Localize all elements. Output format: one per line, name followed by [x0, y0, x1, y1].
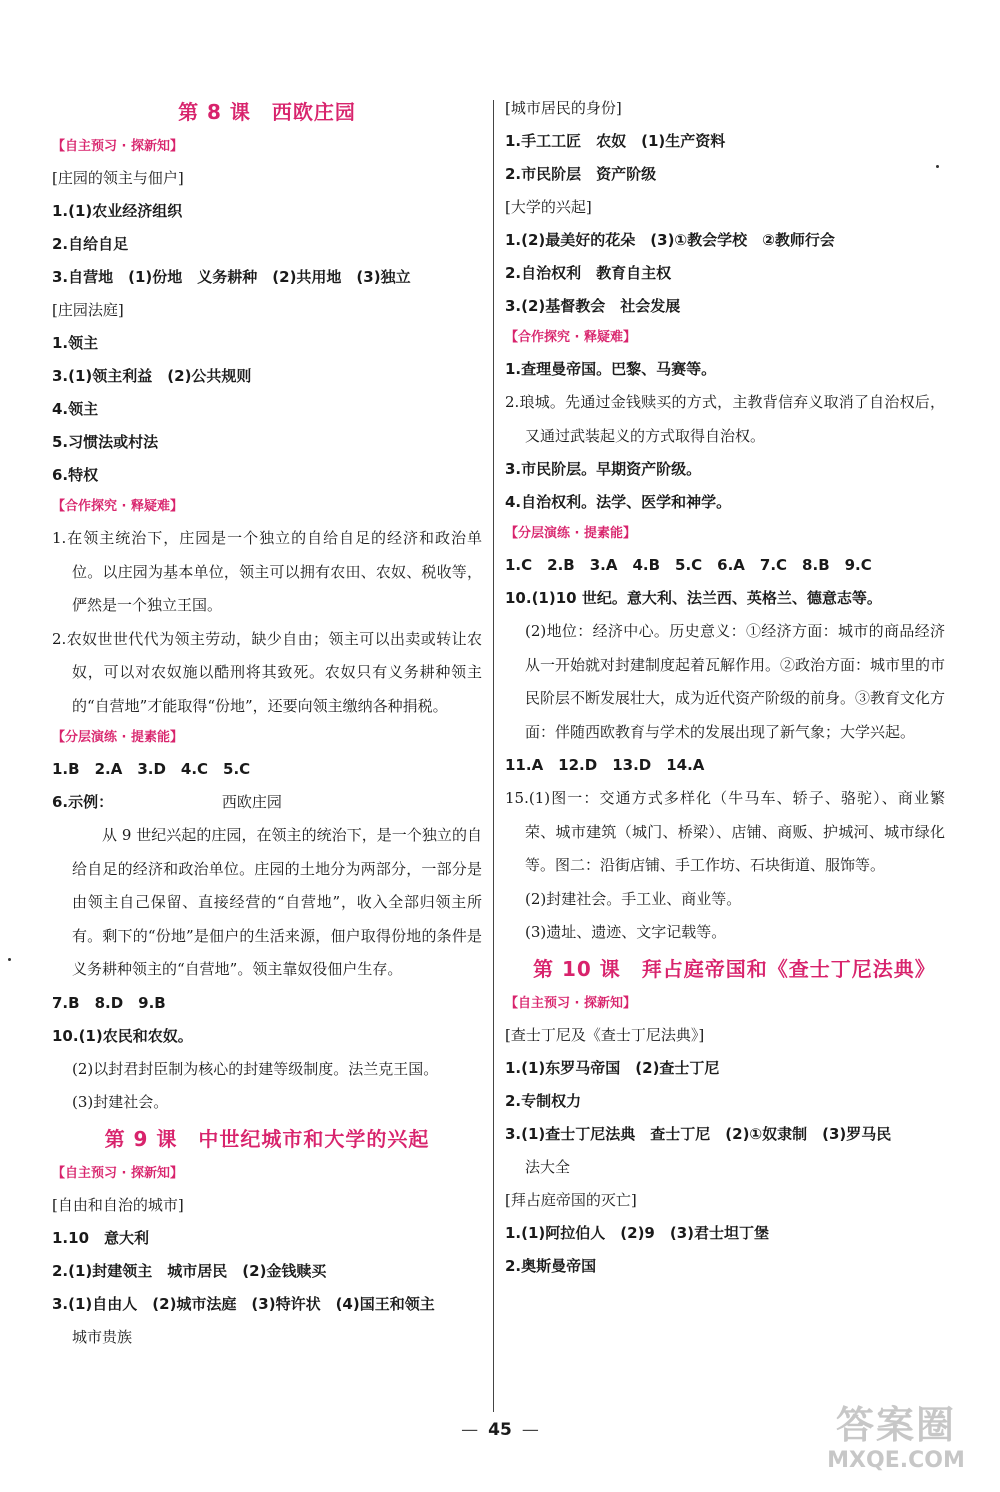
answer-line: (3)封建社会。	[72, 1092, 169, 1111]
mc-answers: 1.C 2.B 3.A 4.B 5.C 6.A 7.C 8.B 9.C	[505, 556, 872, 574]
answer-paragraph: 2.琅城。先通过金钱赎买的方式，主教背信弃义取消了自治权后，又通过武装起义的方式取得自治权。	[505, 393, 945, 445]
answer-line: 1.(1)阿拉伯人 (2)9 (3)君士坦丁堡	[505, 1223, 770, 1242]
answer-line: 4.领主	[52, 400, 99, 418]
section-tag-layer: 【分层演练 · 提素能】	[505, 526, 636, 541]
answer-line: 3.(2)基督教会 社会发展	[505, 297, 681, 315]
watermark-text: 答案圈	[835, 1403, 956, 1447]
section-tag-preview: 【自主预习 · 探新知】	[52, 139, 183, 154]
section-tag-layer: 【分层演练 · 提素能】	[52, 730, 183, 745]
section-tag-coop: 【合作探究 · 释疑难】	[52, 499, 183, 514]
answer-line: 6.特权	[52, 466, 99, 484]
answer-line: 3.市民阶层。早期资产阶级。	[505, 460, 702, 478]
answer-paragraph: 1.在领主统治下，庄园是一个独立的自给自足的经济和政治单位。以庄园为基本单位，领主可以拥有农田、农奴、税收等，俨然是一个独立王国。	[52, 529, 482, 614]
watermark-logo	[806, 1402, 986, 1486]
answer-line: 3.(1)查士丁尼法典 查士丁尼 (2)①奴隶制 (3)罗马民	[505, 1124, 892, 1143]
page-number-value: 45	[488, 1420, 512, 1440]
answer-line: 2.奥斯曼帝国	[505, 1256, 597, 1275]
answer-line: 1.查理曼帝国。巴黎、马赛等。	[505, 360, 717, 378]
answer-line: 10.(1)10 世纪。意大利、法兰西、英格兰、德意志等。	[505, 589, 882, 607]
section-tag-coop: 【合作探究 · 释疑难】	[505, 330, 636, 345]
answer-paragraph: 2.农奴世世代代为领主劳动，缺少自由；领主可以出卖或转让农奴，可以对农奴施以酷刑将其致死。农奴只有义务耕种领主的“自营地”才能取得“份地”，还要向领主缴纳各种捐税。	[52, 629, 482, 715]
dash-left: —	[461, 1420, 479, 1440]
q6-essay-body: 从 9 世纪兴起的庄园，在领主的统治下，是一个独立的自给自足的经济和政治单位。庄园的土地分为两部分，一部分是由领主自己保留、直接经营的“自营地”，收入全部归领主所有。剩下的“份地”是佃户的生活来源，佃户取得份地的条件是义务耕种领主的“自营地”。领主靠奴役佃户生存。	[72, 826, 482, 978]
lesson9-title: 第 9 课 中世纪城市和大学的兴起	[104, 1126, 430, 1151]
subsection-head: [庄园的领主与佃户]	[52, 169, 184, 187]
section-tag-preview: 【自主预习 · 探新知】	[52, 1165, 183, 1181]
right-column	[505, 92, 945, 1283]
answer-line: 1.10 意大利	[52, 1228, 150, 1247]
answer-line: 2.市民阶层 资产阶级	[505, 165, 657, 183]
answer-line: 1.(1)东罗马帝国 (2)查士丁尼	[505, 1058, 720, 1077]
q6-row	[52, 786, 482, 819]
answer-line: 2.自给自足	[52, 235, 129, 253]
answer-line: 2.自治权利 教育自主权	[505, 264, 672, 282]
left-column	[52, 92, 482, 1354]
answer-line: 3.(1)领主利益 (2)公共规则	[52, 367, 252, 385]
mc-answers: 7.B 8.D 9.B	[52, 993, 166, 1012]
speck	[8, 958, 11, 961]
answer-line: 1.(2)最美好的花朵 (3)①教会学校 ②教师行会	[505, 231, 835, 249]
dash-right: —	[521, 1420, 539, 1440]
answer-line: 1.领主	[52, 334, 99, 352]
answer-paragraph: (2)地位：经济中心。历史意义：①经济方面：城市的商品经济从一开始就对封建制度起着瓦解作用。②政治方面：城市里的市民阶层不断发展壮大，成为近代资产阶级的前身。③教育文化方面：伴随西欧教育与学术的发展出现了新气象；大学兴起。	[525, 622, 946, 741]
subsection-head: [城市居民的身份]	[505, 99, 622, 117]
mc-answers: 11.A 12.D 13.D 14.A	[505, 756, 705, 774]
lesson10-title: 第 10 课 拜占庭帝国和《查士丁尼法典》	[533, 956, 936, 981]
section-tag-preview: 【自主预习 · 探新知】	[505, 995, 636, 1011]
answer-line: 1.手工工匠 农奴 (1)生产资料	[505, 132, 726, 150]
answer-line: 2.(1)封建领主 城市居民 (2)金钱赎买	[52, 1261, 327, 1280]
q6-label: 6.示例：	[52, 793, 114, 811]
subsection-head: [拜占庭帝国的灭亡]	[505, 1190, 637, 1209]
answer-line: 城市贵族	[72, 1327, 133, 1346]
answer-line: 5.习惯法或村法	[52, 433, 159, 451]
subsection-head: [大学的兴起]	[505, 198, 592, 216]
subsection-head: [查士丁尼及《查士丁尼法典》]	[505, 1025, 705, 1044]
column-divider	[493, 100, 494, 1412]
answer-paragraph: 15.(1)图一：交通方式多样化（牛马车、轿子、骆驼）、商业繁荣、城市建筑（城门、桥梁）、店铺、商贩、护城河、城市绿化等。图二：沿街店铺、手工作坊、石块街道、服饰等。	[505, 789, 945, 874]
answer-line: 1.(1)农业经济组织	[52, 202, 183, 220]
answer-line: (2)封建社会。手工业、商业等。	[525, 889, 742, 908]
mc-answers: 1.B 2.A 3.D 4.C 5.C	[52, 760, 251, 778]
answer-line: 3.自营地 (1)份地 义务耕种 (2)共用地 (3)独立	[52, 268, 411, 286]
subsection-head: [自由和自治的城市]	[52, 1195, 184, 1214]
answer-line: 4.自治权利。法学、医学和神学。	[505, 493, 732, 511]
answer-line: 法大全	[525, 1157, 571, 1176]
answer-line: 2.专制权力	[505, 1091, 582, 1110]
watermark-url: MXQE.COM	[827, 1448, 965, 1473]
answer-line: 10.(1)农民和农奴。	[52, 1026, 193, 1045]
answer-line: 3.(1)自由人 (2)城市法庭 (3)特许状 (4)国王和领主	[52, 1294, 435, 1313]
q6-essay-title: 西欧庄园	[221, 793, 282, 811]
answer-line: (3)遗址、遗迹、文字记载等。	[525, 922, 727, 941]
subsection-head: [庄园法庭]	[52, 301, 124, 319]
lesson8-title: 第 8 课 西欧庄园	[178, 100, 356, 124]
speck	[936, 165, 939, 168]
answer-line: (2)以封君封臣制为核心的封建等级制度。法兰克王国。	[72, 1059, 439, 1078]
